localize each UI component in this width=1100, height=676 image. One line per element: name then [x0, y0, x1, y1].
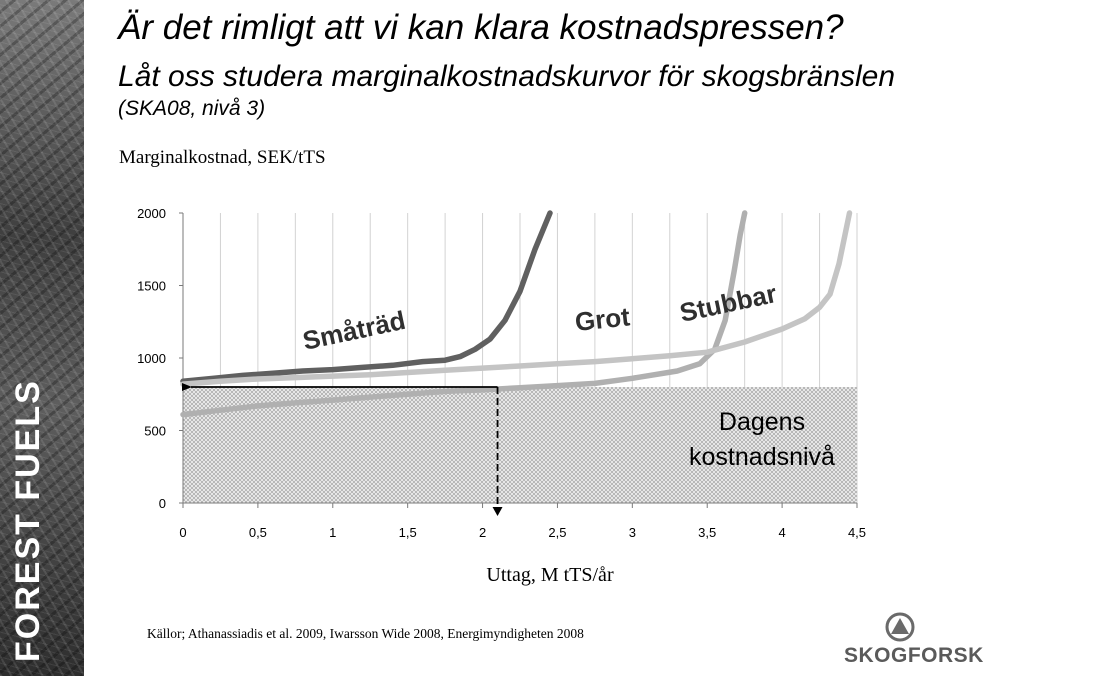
y-tick-labels [137, 206, 183, 511]
x-tick-label: 3 [628, 525, 636, 540]
y-tick-label: 0 [158, 496, 166, 511]
series-label-smatrad: Småträd [300, 304, 409, 356]
y-axis-title: Marginalkostnad, SEK/tTS [119, 147, 326, 168]
x-tick-label: 2 [478, 525, 487, 540]
x-axis-title: Uttag, M tTS/år [486, 564, 614, 586]
y-tick-label: 500 [144, 423, 166, 439]
series-line-1 [183, 213, 745, 415]
x-tick-label: 4 [778, 525, 786, 540]
x-tick-label: 4,5 [847, 525, 867, 540]
x-tick-label: 3,5 [698, 525, 717, 540]
x-tick-label: 2,5 [548, 525, 567, 540]
slide-title: Är det rimligt att vi kan klara kostnadspressen? [118, 8, 844, 47]
side-brand-text: FOREST FUELS [9, 379, 47, 662]
skogforsk-triangle-logo-icon [882, 612, 918, 642]
reference-arrow-head [493, 507, 503, 516]
skogforsk-logo [842, 612, 984, 672]
region-label-line1: Dagens [718, 408, 806, 436]
region-label-line2: kostnadsnivå [689, 443, 835, 471]
x-tick-label: 0 [179, 525, 187, 540]
slide-subtitle-level: (SKA08, nivå 3) [118, 97, 266, 120]
y-tick-label: 1500 [137, 278, 166, 294]
series-line-0 [183, 213, 550, 381]
x-tick-label: 0,5 [248, 525, 267, 540]
series-label-grot: Grot [573, 301, 632, 337]
y-tick-label: 2000 [137, 206, 166, 221]
x-tick-labels [179, 503, 866, 540]
chart-series [183, 213, 850, 415]
x-tick-label: 1 [329, 525, 337, 540]
source-citation: Källor; Athanassiadis et al. 2009, Iwarsson Wide 2008, Energimyndigheten 2008 [147, 626, 584, 641]
slide-subtitle: Låt oss studera marginalkostnadskurvor för skogsbränslen [118, 60, 896, 93]
series-label-stubbar: Stubbar [677, 278, 780, 328]
y-tick-label: 1000 [137, 351, 166, 366]
x-tick-label: 1,5 [398, 525, 417, 540]
logo-text: SKOGFORSK [844, 644, 984, 667]
